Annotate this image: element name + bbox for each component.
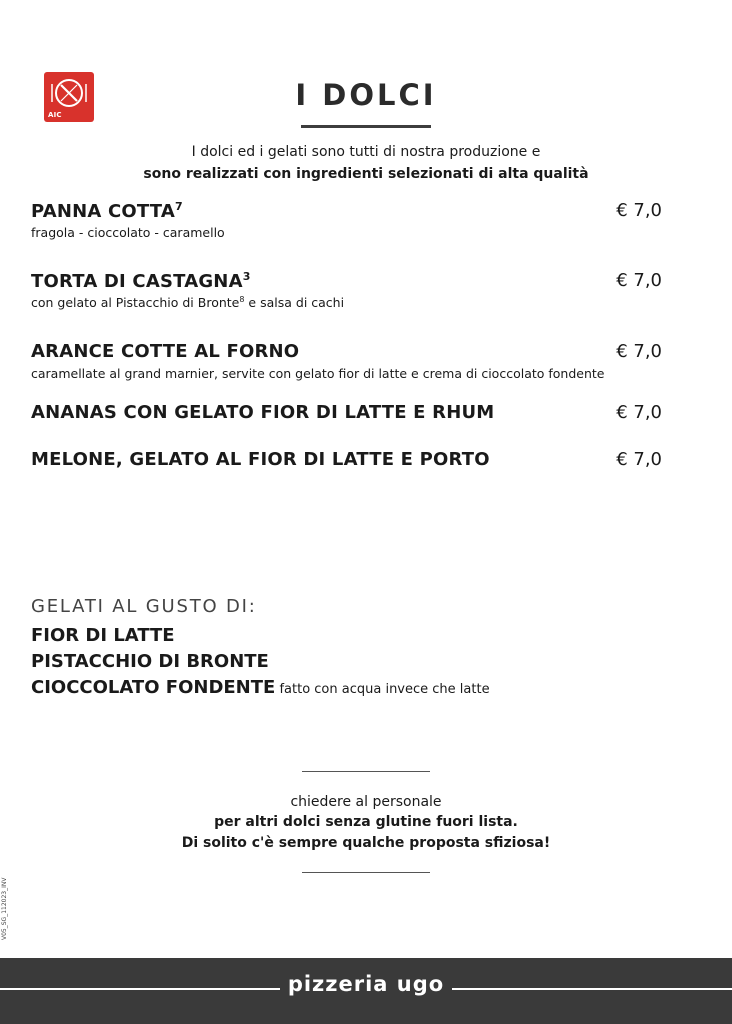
gelato-flavor: FIOR DI LATTE [31, 625, 175, 646]
allergen-number: 8 [239, 295, 245, 304]
menu-item-price: € 7,0 [616, 402, 662, 423]
page-title: I DOLCI [295, 78, 437, 112]
menu-item-price: € 7,0 [616, 270, 662, 291]
gelato-flavor-note: fatto con acqua invece che latte [275, 682, 490, 697]
menu-item-description: caramellate al grand marnier, servite con gelato fior di latte e crema di cioccolato fondente [31, 366, 605, 381]
gelato-flavor: PISTACCHIO DI BRONTE [31, 651, 269, 672]
title-divider [301, 125, 431, 128]
note-divider-bottom [302, 872, 430, 873]
gelato-flavor: CIOCCOLATO FONDENTE fatto con acqua invece che latte [31, 677, 490, 698]
note-line-3: Di solito c'è sempre qualche proposta sfiziosa! [181, 835, 551, 851]
allergen-number: 3 [242, 270, 251, 283]
menu-item-price: € 7,0 [616, 200, 662, 221]
intro-line-2: sono realizzati con ingredienti selezionati di alta qualità [143, 166, 589, 182]
logo-label: AIC [48, 111, 62, 119]
menu-item-price: € 7,0 [616, 449, 662, 470]
note-line-1: chiedere al personale [290, 794, 442, 810]
menu-item-description: fragola - cioccolato - caramello [31, 225, 225, 240]
menu-item-name: ANANAS CON GELATO FIOR DI LATTE E RHUM [31, 402, 495, 423]
menu-item-description: con gelato al Pistacchio di Bronte$^8$ e salsa di cachi [31, 295, 345, 311]
allergen-number: 7 [175, 200, 183, 213]
intro-line-1: I dolci ed i gelati sono tutti di nostra produzione e [191, 144, 541, 160]
gelati-heading: GELATI AL GUSTO DI: [31, 596, 257, 617]
document-code: V05_SG_112023_INV [1, 877, 8, 940]
menu-item-price: € 7,0 [616, 341, 662, 362]
footer-brand: pizzeria ugo [0, 972, 732, 996]
menu-item-name: ARANCE COTTE AL FORNO [31, 341, 300, 362]
note-line-2: per altri dolci senza glutine fuori lista. [214, 814, 518, 830]
menu-item-name: TORTA DI CASTAGNA$^3$ [31, 270, 251, 292]
footer-bar [0, 958, 732, 1024]
menu-item-name: MELONE, GELATO AL FIOR DI LATTE E PORTO [31, 449, 490, 470]
note-divider-top [302, 771, 430, 772]
menu-item-name: PANNA COTTA$^7$ [31, 200, 183, 222]
